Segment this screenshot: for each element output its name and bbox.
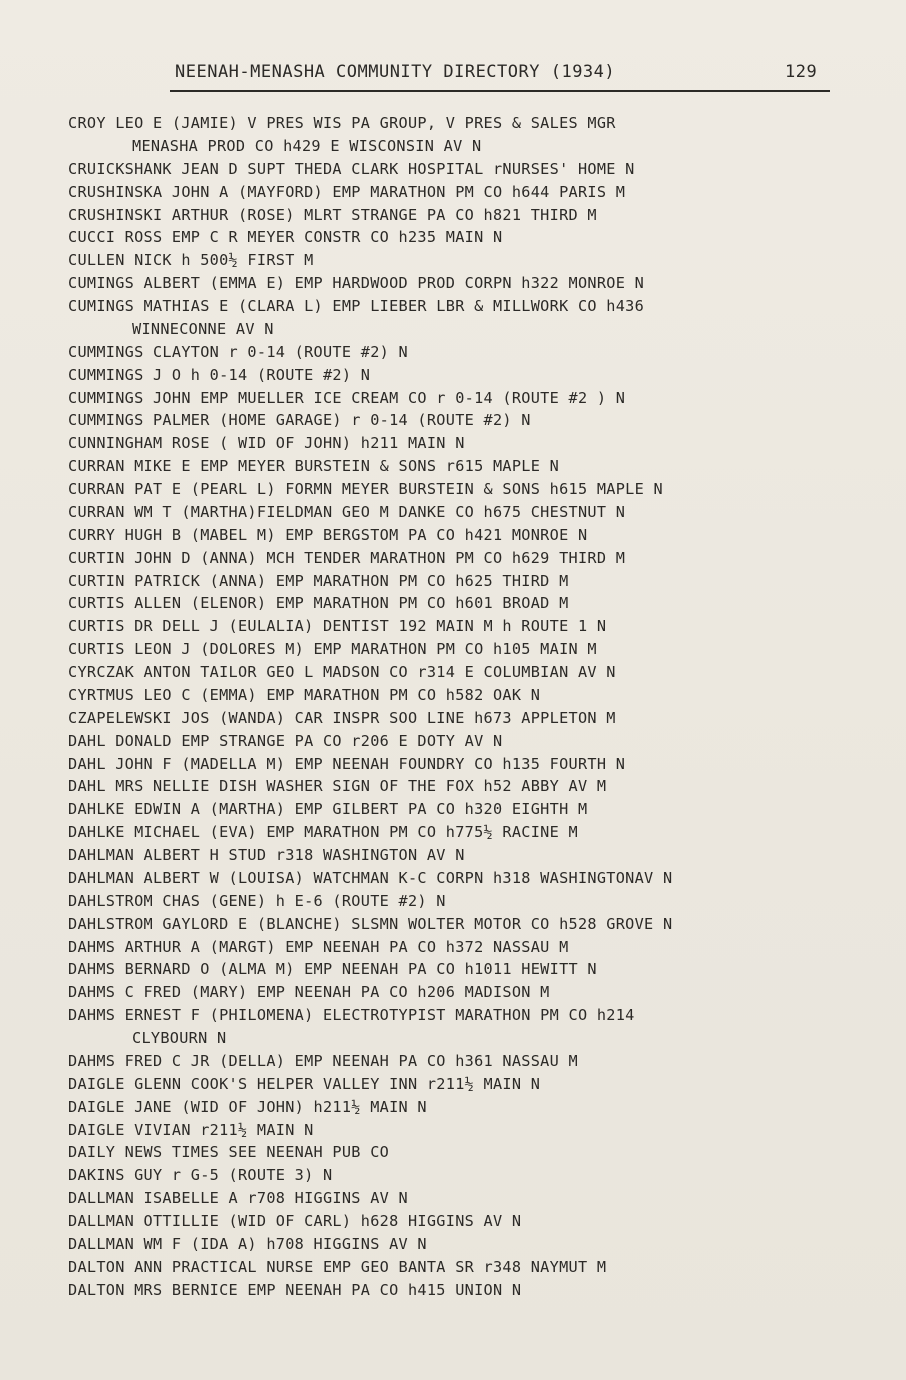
directory-entry: CROY LEO E (JAMIE) V PRES WIS PA GROUP, V PRES & SALES MGR	[68, 114, 616, 132]
directory-entry: DALLMAN WM F (IDA A) h708 HIGGINS AV N	[68, 1234, 427, 1253]
directory-entry: CURTIS DR DELL J (EULALIA) DENTIST 192 MAIN M h ROUTE 1 N	[68, 617, 607, 636]
directory-entry: DAIGLE GLENN COOK'S HELPER VALLEY INN r211½ MAIN N	[68, 1074, 541, 1093]
directory-entry: DAHLMAN ALBERT W (LOUISA) WATCHMAN K-C CORPN h318 WASHINGTONAV N	[68, 868, 673, 887]
directory-entry: CURTIS ALLEN (ELENOR) EMP MARATHON PM CO h601 BROAD M	[68, 594, 569, 613]
directory-entry: DAHLSTROM CHAS (GENE) h E-6 (ROUTE #2) N	[68, 891, 446, 910]
directory-entry: DAHLMAN ALBERT H STUD r318 WASHINGTON AV N	[68, 846, 465, 864]
directory-entry: CYRTMUS LEO C (EMMA) EMP MARATHON PM CO h582 OAK N	[68, 685, 541, 704]
directory-entry: CURTIS LEON J (DOLORES M) EMP MARATHON PM CO h105 MAIN M	[68, 640, 597, 659]
directory-entry: CURTIN JOHN D (ANNA) MCH TENDER MARATHON PM CO h629 THIRD M	[68, 548, 626, 567]
directory-entry: CURRY HUGH B (MABEL M) EMP BERGSTOM PA CO h421 MONROE N	[68, 525, 588, 544]
directory-entry: CYRCZAK ANTON TAILOR GEO L MADSON CO r314 E COLUMBIAN AV N	[68, 663, 616, 681]
page-header	[175, 62, 825, 86]
directory-entry: DAKINS GUY r G-5 (ROUTE 3) N	[68, 1166, 333, 1185]
page-title: NEENAH-MENASHA COMMUNITY DIRECTORY (1934)	[175, 62, 616, 82]
directory-entry: DAHMS C FRED (MARY) EMP NEENAH PA CO h206 MADISON M	[68, 983, 550, 1002]
directory-entry: DAHL MRS NELLIE DISH WASHER SIGN OF THE FOX h52 ABBY AV M	[68, 777, 607, 796]
directory-entry: DALTON ANN PRACTICAL NURSE EMP GEO BANTA SR r348 NAYMUT M	[68, 1257, 607, 1276]
directory-entry: DALLMAN ISABELLE A r708 HIGGINS AV N	[68, 1189, 408, 1208]
directory-entry: DALTON MRS BERNICE EMP NEENAH PA CO h415 UNION N	[68, 1280, 522, 1299]
directory-entry: DAHLKE EDWIN A (MARTHA) EMP GILBERT PA CO h320 EIGHTH M	[68, 800, 588, 819]
page-number: 129	[785, 62, 818, 82]
directory-entry: CURRAN MIKE E EMP MEYER BURSTEIN & SONS r615 MAPLE N	[68, 457, 560, 476]
directory-entry-continuation: MENASHA PROD CO h429 E WISCONSIN AV N	[132, 136, 482, 155]
directory-entry: CURTIN PATRICK (ANNA) EMP MARATHON PM CO h625 THIRD M	[68, 571, 569, 590]
directory-entry: CUMINGS ALBERT (EMMA E) EMP HARDWOOD PROD CORPN h322 MONROE N	[68, 274, 645, 293]
directory-entry: DAHMS BERNARD O (ALMA M) EMP NEENAH PA CO h1011 HEWITT N	[68, 960, 597, 979]
directory-entry: DAIGLE JANE (WID OF JOHN) h211½ MAIN N	[68, 1097, 427, 1116]
directory-entry-continuation: CLYBOURN N	[132, 1029, 227, 1047]
directory-entry: DAHLSTROM GAYLORD E (BLANCHE) SLSMN WOLTER MOTOR CO h528 GROVE N	[68, 914, 673, 933]
directory-entry: CRUSHINSKA JOHN A (MAYFORD) EMP MARATHON PM CO h644 PARIS M	[68, 182, 626, 201]
directory-entry: CUCCI ROSS EMP C R MEYER CONSTR CO h235 MAIN N	[68, 228, 503, 247]
directory-entry: DAHL JOHN F (MADELLA M) EMP NEENAH FOUNDRY CO h135 FOURTH N	[68, 754, 626, 773]
directory-entry: DAHMS ARTHUR A (MARGT) EMP NEENAH PA CO h372 NASSAU M	[68, 937, 569, 956]
directory-entry: CZAPELEWSKI JOS (WANDA) CAR INSPR SOO LINE h673 APPLETON M	[68, 708, 616, 727]
directory-entry: CURRAN WM T (MARTHA)FIELDMAN GEO M DANKE CO h675 CHESTNUT N	[68, 502, 626, 521]
directory-entry: CUMMINGS JOHN EMP MUELLER ICE CREAM CO r 0-14 (ROUTE #2 ) N	[68, 388, 626, 407]
directory-entry: DAHL DONALD EMP STRANGE PA CO r206 E DOTY AV N	[68, 731, 503, 750]
directory-entry: DAHMS FRED C JR (DELLA) EMP NEENAH PA CO h361 NASSAU M	[68, 1051, 578, 1070]
directory-entry: CUMMINGS CLAYTON r 0-14 (ROUTE #2) N	[68, 342, 408, 361]
directory-entry: CURRAN PAT E (PEARL L) FORMN MEYER BURSTEIN & SONS h615 MAPLE N	[68, 480, 663, 498]
directory-entries	[68, 112, 888, 1302]
directory-entry: CRUSHINSKI ARTHUR (ROSE) MLRT STRANGE PA CO h821 THIRD M	[68, 205, 597, 224]
directory-entry: CUMINGS MATHIAS E (CLARA L) EMP LIEBER LBR & MILLWORK CO h436	[68, 297, 645, 315]
directory-entry: DALLMAN OTTILLIE (WID OF CARL) h628 HIGGINS AV N	[68, 1212, 522, 1230]
directory-entry: CULLEN NICK h 500½ FIRST M	[68, 251, 314, 270]
directory-entry-continuation: WINNECONNE AV N	[132, 319, 274, 338]
directory-entry: DAHMS ERNEST F (PHILOMENA) ELECTROTYPIST MARATHON PM CO h214	[68, 1006, 635, 1025]
directory-entry: CRUICKSHANK JEAN D SUPT THEDA CLARK HOSPITAL rNURSES' HOME N	[68, 159, 635, 178]
directory-entry: CUMMINGS J O h 0-14 (ROUTE #2) N	[68, 365, 371, 384]
directory-entry: CUMMINGS PALMER (HOME GARAGE) r 0-14 (ROUTE #2) N	[68, 411, 531, 430]
directory-entry: DAIGLE VIVIAN r211½ MAIN N	[68, 1120, 314, 1139]
directory-entry: DAILY NEWS TIMES SEE NEENAH PUB CO	[68, 1143, 390, 1162]
header-rule	[170, 90, 830, 92]
directory-entry: CUNNINGHAM ROSE ( WID OF JOHN) h211 MAIN N	[68, 434, 465, 453]
directory-entry: DAHLKE MICHAEL (EVA) EMP MARATHON PM CO h775½ RACINE M	[68, 823, 578, 842]
